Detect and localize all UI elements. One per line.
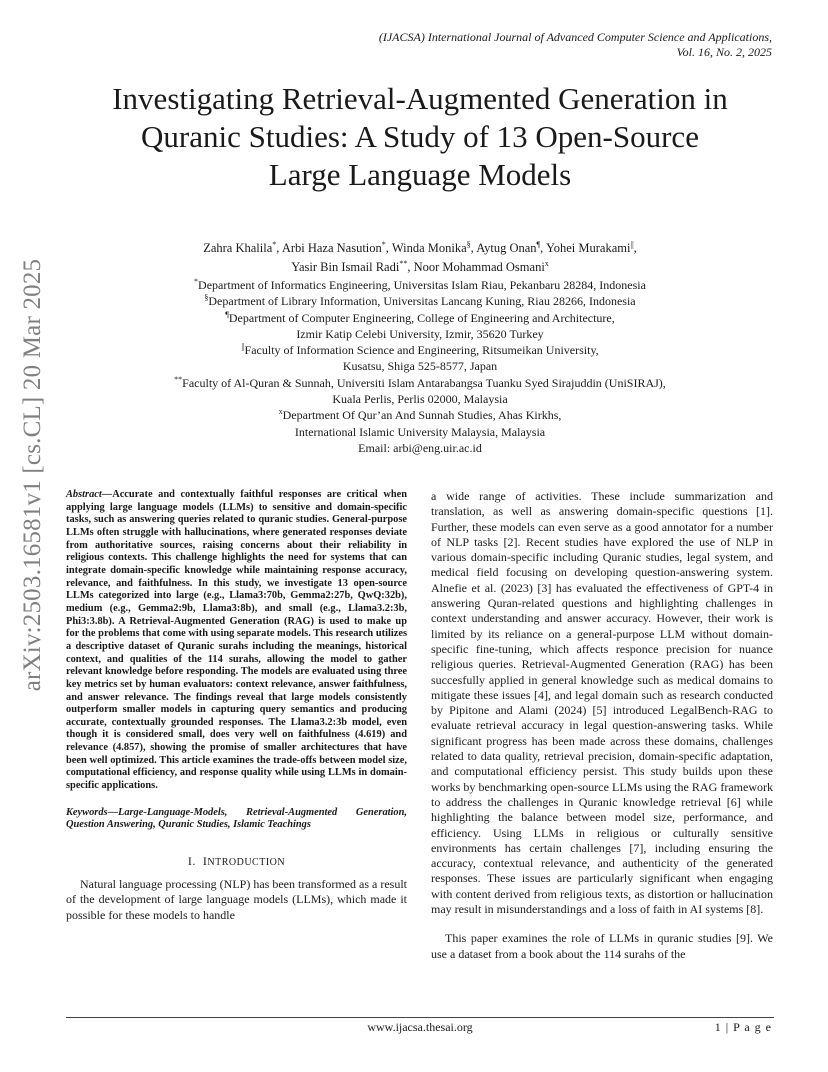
author-mark: x [544,258,549,268]
affiliation-mark: ¶ [225,309,229,319]
affiliation-text: Department of Computer Engineering, College of Engineering and Architecture, [228,310,615,325]
section-title-initial: I [202,854,208,869]
author-name: Zahra Khalila [203,241,273,255]
affiliation [60,310,780,326]
affiliation-mark: || [241,342,245,352]
section-number: I. [187,854,196,869]
abstract [66,489,407,793]
affiliation-text: Faculty of Al-Quran & Sunnah, Universiti Islam Antarabangsa Tuanku Syed Sirajuddin (UniSIRAJ), [182,375,666,390]
affiliation-text: Department Of Qur’an And Sunnah Studies, Ahas Kirkhs, [282,408,562,423]
affiliation-mark: § [204,293,209,303]
journal-volume: Vol. 16, No. 2, 2025 [676,45,772,59]
author-name: Aytug Onan [476,241,537,255]
contact-email: Email: arbi@eng.uir.ac.id [358,440,482,455]
left-column [66,489,407,923]
affiliation: Kusatsu, Shiga 525-8577, Japan [342,359,498,374]
paper-title [60,80,780,194]
affiliation-list [60,277,780,456]
page-number: 1 | P a g e [714,1020,772,1034]
section-title-rest: NTRODUCTION [207,857,286,869]
author-mark: || [630,239,634,249]
affiliation [60,407,780,423]
author-line-2: Yasir Bin Ismail Radi**, Noor Mohammad Osmani$^x$ [291,258,549,274]
affiliation-text: Department of Library Information, Universitas Lancang Kuning, Riau 28266, Indonesia [208,294,636,309]
author-name: Arbi Haza Nasution [281,241,382,255]
affiliation [60,293,780,309]
affiliation: Kuala Perlis, Perlis 02000, Malaysia [332,392,508,407]
title-line-2: Quranic Studies: A Study of 13 Open-Source [141,119,699,154]
author-line-1: Zahra Khalila*, Arbi Haza Nasution*, Winda Monika§, Aytug Onan¶, Yohei Murakami||, [203,239,637,255]
journal-header [379,30,772,60]
affiliation-mark: ** [174,374,183,384]
author-mark: ¶ [536,239,541,249]
author-mark: * [272,239,277,249]
abstract-text: Accurate and contextually faithful responses are critical when applying large language models (LLMs) to sensitive and domain-specific tasks, such as answering queries related to quranic studies. General-purpose LLMs often struggle with hallucinations, where generated responses deviate from authoritative sources, raising concerns about their reliability in religious contexts. This challenge highlights the need for systems that can integrate domain-specific knowledge while maintaining response accuracy, relevance, and faithfulness. In this study, we investigate 13 open-source LLMs categorized into large (e.g., Llama3:70b, Gemma2:27b, QwQ:32b), medium (e.g., Gemma2:9b, Llama3:8b), and small (e.g., Llama3.2:3b, Phi3:3.8b). A Retrieval-Augmented Generation (RAG) is used to make up for the problems that come with using separate models. This research utilizes a descriptive dataset of Quranic surahs including the meanings, historical context, and qualities of the 114 surahs, allowing the model to gather relevant knowledge before responding. The models are evaluated using three key metrics set by human evaluators: context relevance, answer faithfulness, and answer relevance. The findings reveal that large models consistently outperform smaller models in capturing query semantics and producing accurate, contextually grounded responses. The Llama3.2:3b model, even though it is considered small, does very well on faithfulness (4.619) and relevance (4.857), showing the promise of smaller architectures that have been well optimized. This article examines the trade-offs between model size, computational efficiency, and response quality while using LLMs in domain-specific applications. [66,489,407,792]
author-name: Yasir Bin Ismail Radi [291,260,400,274]
affiliation-mark: x [278,407,283,417]
footer-rule [66,1017,774,1018]
author-list [60,239,780,277]
journal-name: (IJACSA) International Journal of Advanced Computer Science and Applications, [378,30,772,44]
author-mark: ** [399,258,408,268]
author-mark: * [381,239,386,249]
affiliation-mark: * [194,277,199,286]
keywords-text: Large-Language-Models, Retrieval-Augmented Generation, Question Answering, Quranic Studies, Islamic Teachings [66,806,407,831]
body-paragraph: a wide range of activities. These include summarization and translation, as well as answering domain-specific questions [1]. Further, these models can even serve as a good annotator for a number of NLP tasks [2]. Recent studies have explored the use of NLP in various domain-specific including Quranic studies, legal system, and medical field focusing on developing question-answering system. Alnefie et al. (2023) [3] has evaluated the effectiveness of GPT-4 in answering Quran-related questions and highlighting challenges in context understanding and answer accuracy. However, their work is limited by its reliance on a general-purpose LLM without domain-specific fine-tuning, which affects responce precision for nuance religious queries. Retrieval-Augmented Generation (RAG) has been succesfully applied in general knowledge such as medical domains to mitigate these issues [4], and legal domain such as research conducted by Pipitone and Alami (2024) [5] introduced LegalBench-RAG to evaluate retrieval accuracy in legal question-answering tasks. While significant progress has been made across these domains, challenges related to data quality, retrieval precision, domain-specific adaptation, and computational efficiency persist. This study builds upon these works by benchmarking open-source LLMs using the RAG framework to address the challenges in Quranic knowledge retrieval [6] while highlighting the balance between model size, performance, and efficiency. Using LLMs in religious or culturally sensitive environments has certain challenges [7], including ensuring the accuracy, contextual relevance, and authenticity of the generated responses. These issues are particularly significant when engaging with content derived from religious texts, as distortion or hallucination may result in misunderstandings and a loss of faith in AI systems [8]. [431,489,773,917]
author-mark: § [466,239,471,249]
arxiv-stamp: arXiv:2503.16581v1 [cs.CL] 20 Mar 2025 [19,258,46,692]
affiliation: Izmir Katip Celebi University, Izmir, 35620 Turkey [296,326,544,341]
affiliation [60,375,780,391]
title-line-1: Investigating Retrieval-Augmented Generation in [112,81,728,116]
author-name: Winda Monika [391,241,467,255]
right-column [431,489,773,962]
affiliation-text: Faculty of Information Science and Engineering, Ritsumeikan University, [244,343,599,358]
title-line-3: Large Language Models [268,157,572,192]
affiliation [60,277,780,293]
section-heading [66,854,407,869]
affiliation: International Islamic University Malaysia, Malaysia [294,424,546,439]
abstract-label: Abstract— [66,489,113,500]
author-name: Noor Mohammad Osmani [413,260,545,274]
affiliation [60,342,780,358]
author-name: Yohei Murakami [545,241,631,255]
keywords [66,807,407,832]
footer-url: www.ijacsa.thesai.org [367,1020,473,1034]
intro-paragraph: Natural language processing (NLP) has been transformed as a result of the development of large language models (LLMs), which made it possible for these models to handle [66,877,407,922]
body-paragraph: This paper examines the role of LLMs in quranic studies [9]. We use a dataset from a book about the 114 surahs of the [431,931,773,961]
keywords-label: Keywords— [66,806,118,818]
affiliation-text: Department of Informatics Engineering, Universitas Islam Riau, Pekanbaru 28284, Indonesia [198,278,646,292]
